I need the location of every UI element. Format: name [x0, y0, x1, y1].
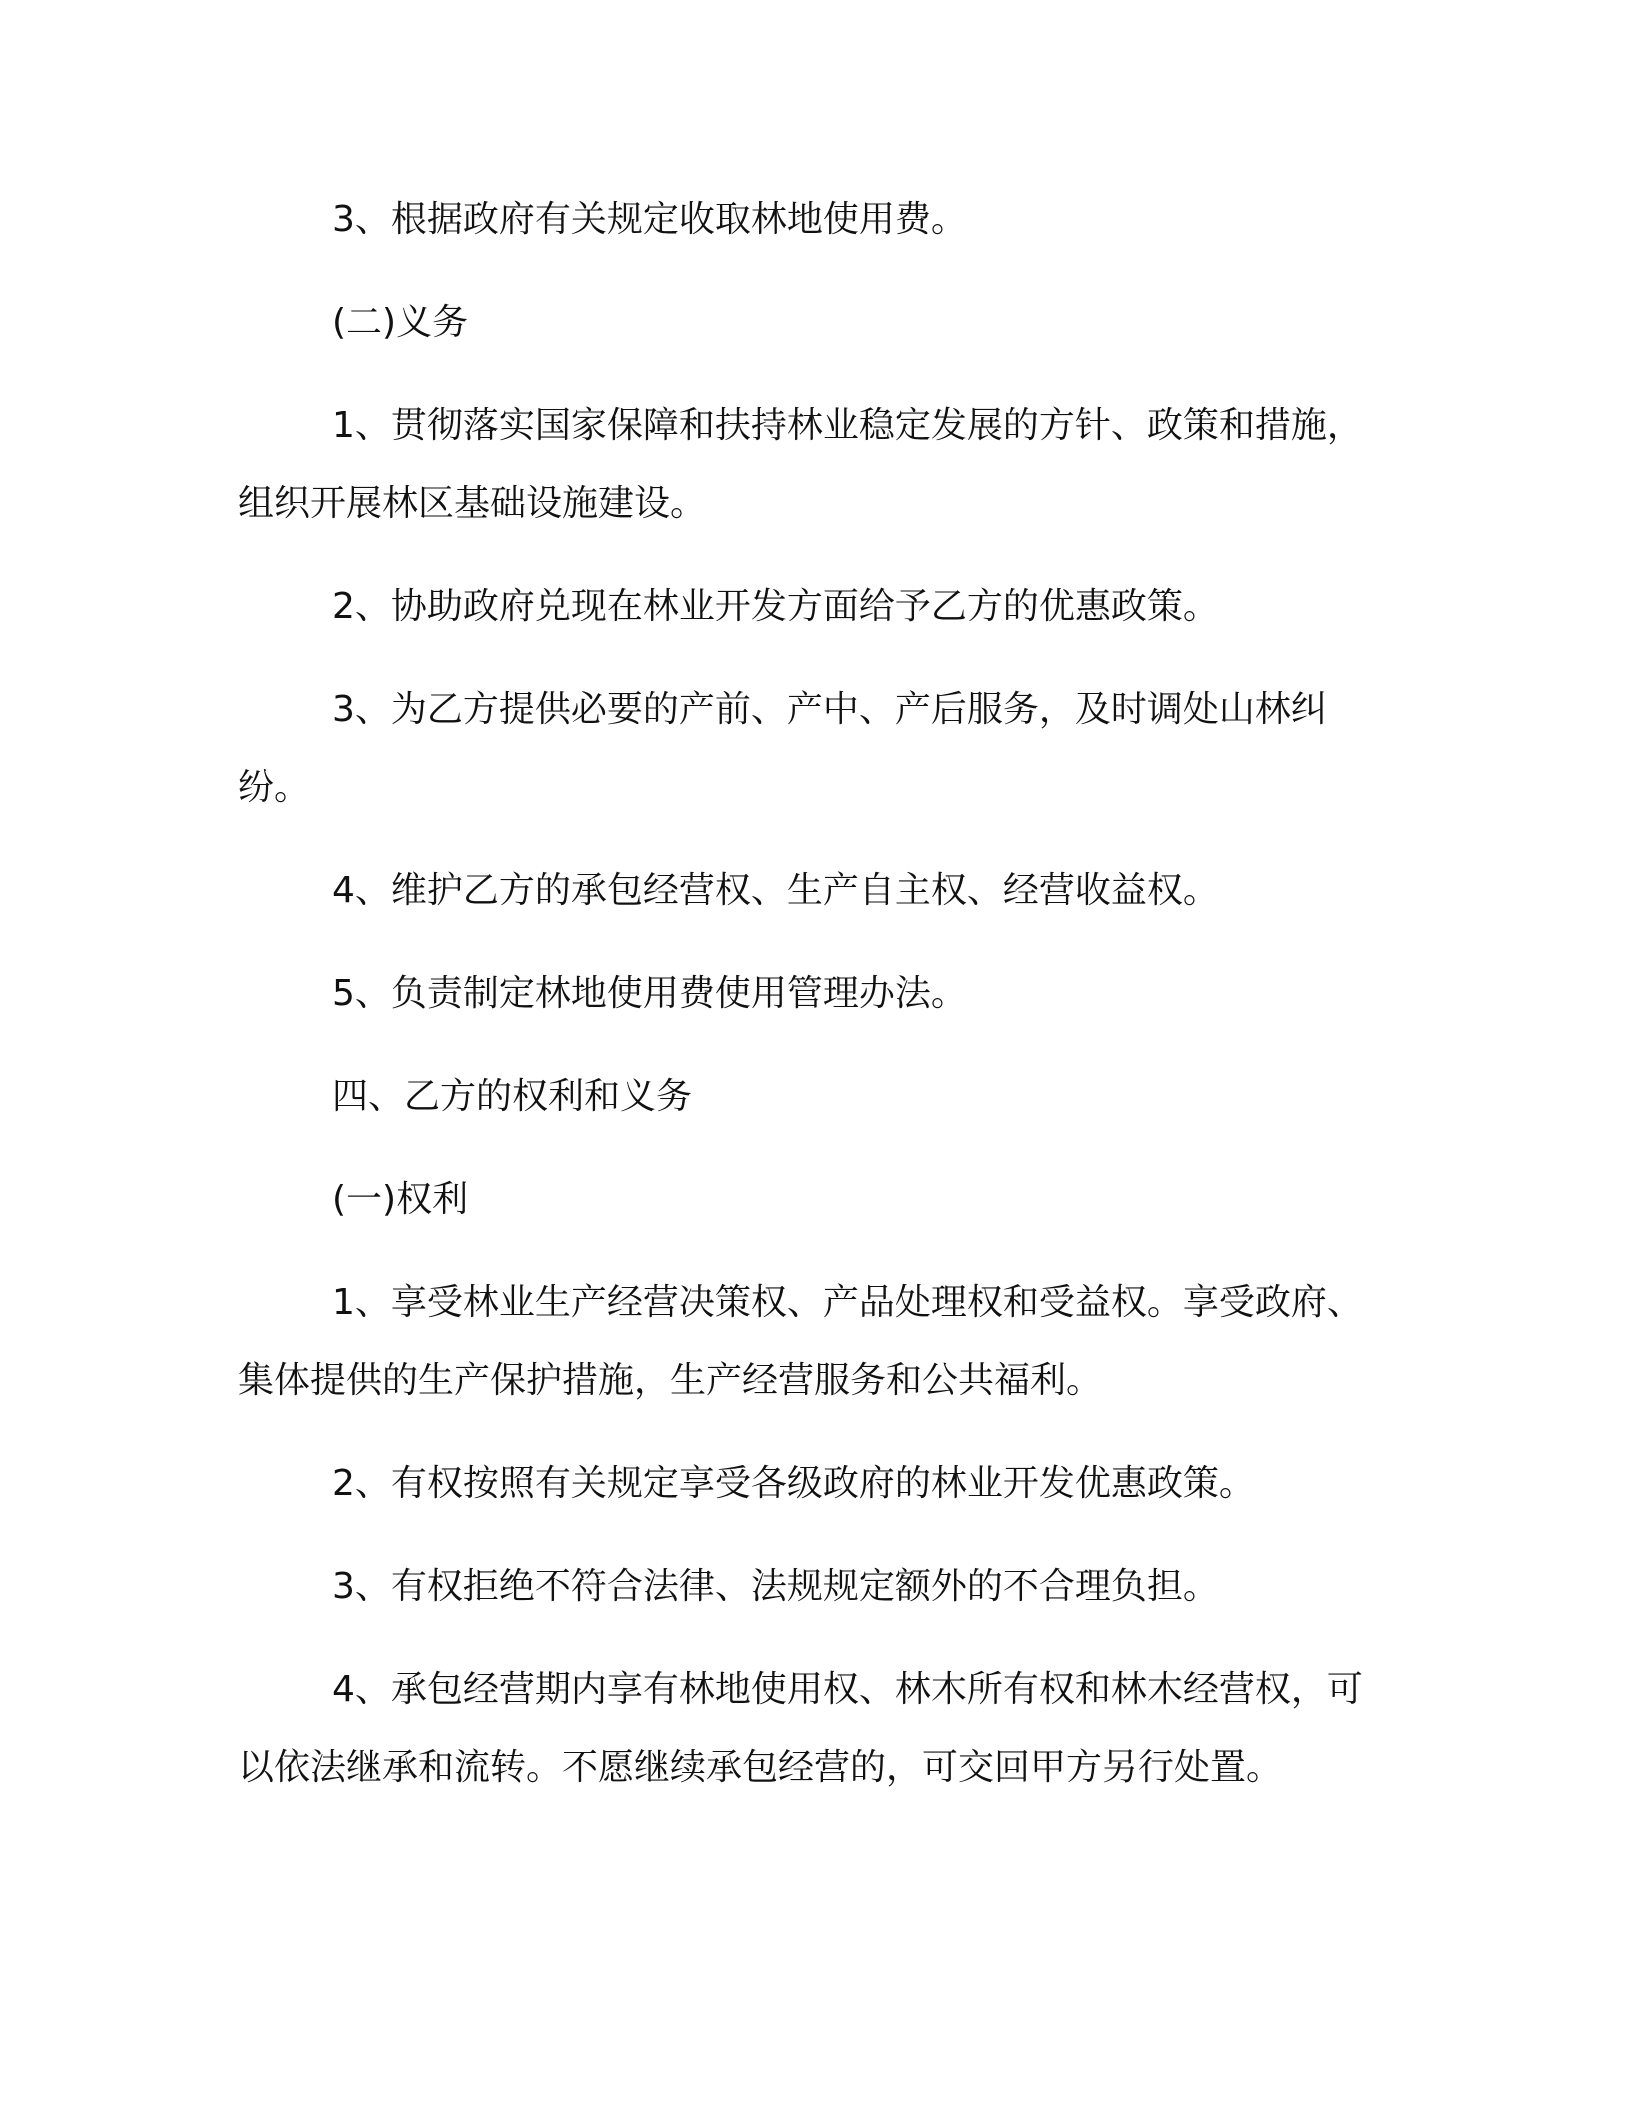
paragraph-enjoy-policies: 2、有权按照有关规定享受各级政府的林业开发优惠政策。 — [332, 1463, 1255, 1504]
paragraph-assist-preferential-policies: 2、协助政府兑现在林业开发方面给予乙方的优惠政策。 — [332, 586, 1219, 627]
section-heading-party-b-rights-obligations: 四、乙方的权利和义务 — [332, 1076, 693, 1117]
paragraph-use-and-ownership-rights: 4、承包经营期内享有林地使用权、林木所有权和林木经营权，可以依法继承和流转。不愿继续承包经营的，可交回甲方另行处置。 — [238, 1669, 1363, 1788]
paragraph-refuse-burdens: 3、有权拒绝不符合法律、法规规定额外的不合理负担。 — [332, 1566, 1219, 1607]
paragraph-fee-management: 5、负责制定林地使用费使用管理办法。 — [332, 973, 967, 1014]
section-heading-obligations: (二)义务 — [332, 302, 469, 343]
paragraph-collect-forest-land-fee: 3、根据政府有关规定收取林地使用费。 — [332, 199, 967, 240]
paragraph-provide-services: 3、为乙方提供必要的产前、产中、产后服务，及时调处山林纠纷。 — [238, 689, 1327, 808]
paragraph-implement-policies: 1、贯彻落实国家保障和扶持林业稳定发展的方针、政策和措施，组织开展林区基础设施建设。 — [238, 405, 1363, 524]
section-heading-rights: (一)权利 — [332, 1179, 469, 1220]
paragraph-maintain-rights: 4、维护乙方的承包经营权、生产自主权、经营收益权。 — [332, 870, 1219, 911]
paragraph-decision-rights: 1、享受林业生产经营决策权、产品处理权和受益权。享受政府、集体提供的生产保护措施，生产经营服务和公共福利。 — [238, 1282, 1363, 1401]
